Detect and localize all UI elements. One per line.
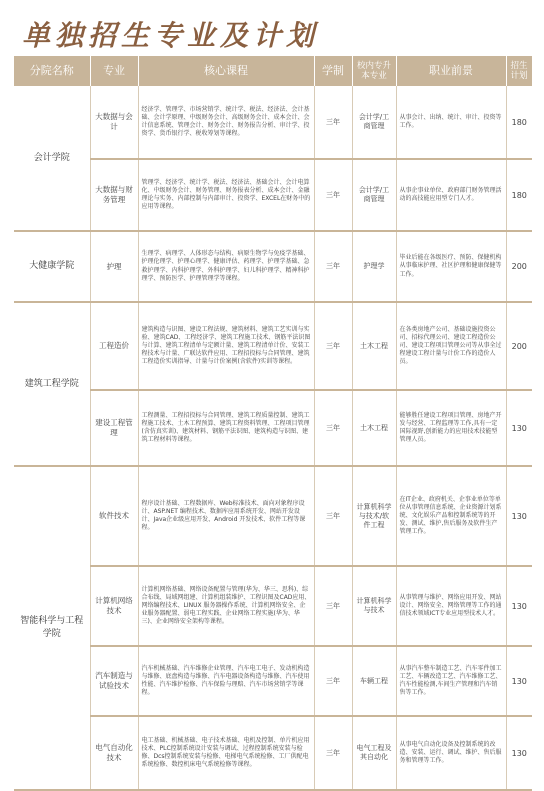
core-courses-cell: 程序设计基础、工程数据库、Web标准技术、面向对象程序设计、ASP.NET 编程技术、数据库应用系统开发、网站开发设计、Java企业级应用开发、Android 开发技术、软件工程等课程。 bbox=[138, 466, 314, 566]
major-cell: 大数据与会计 bbox=[90, 86, 138, 159]
table-row bbox=[14, 390, 532, 466]
career-cell: 能够胜任建设工程项目管理、房地产开发与经营、工程监理等工作,具有一定国际视野,创新能力的应用技术技能型管理人员。 bbox=[396, 390, 506, 466]
years-cell: 三年 bbox=[314, 231, 352, 302]
header-upgrade-major: 校内专升本专业 bbox=[352, 56, 396, 86]
core-courses-cell: 经济学、管理学、市场营销学、统计学、税法、经济法、会计基础、会计学原理、中级财务会计、高级财务会计、成本会计、会计信息系统、管理会计、财务会计、财务报告分析、审计学、投资学、货币银行学、税收筹划等课程。 bbox=[138, 86, 314, 159]
upgrade-major-cell: 会计学/工商管理 bbox=[352, 159, 396, 231]
upgrade-major-cell: 土木工程 bbox=[352, 390, 396, 466]
core-courses-cell: 计算机网络基础、网络设备配置与管理(华为、华三、思科)、综合布线、局域网组建、计算机组装维护、工程识图及CAD应用、网络编程技术、LINUX 服务器操作系统、计算机网络安全、企业服务器配置、弱电工程实践、企业网络工程实施(华为、华三)、企业网络安全架构等课程。 bbox=[138, 566, 314, 646]
upgrade-major-cell: 会计学/工商管理 bbox=[352, 86, 396, 159]
career-cell: 从事会计、出纳、统计、审计、投资等工作。 bbox=[396, 86, 506, 159]
major-cell: 护理 bbox=[90, 231, 138, 302]
header-major: 专业 bbox=[90, 56, 138, 86]
college-cell: 会计学院 bbox=[14, 86, 90, 231]
quota-cell: 130 bbox=[506, 566, 532, 646]
table-header-row bbox=[14, 56, 532, 86]
career-cell: 从事汽车整车制造工艺、汽车零件加工工艺、车辆改造工艺、汽车维修工艺、汽车性能检测,车间生产管理和汽车销售等工作。 bbox=[396, 646, 506, 716]
header-core-courses: 核心课程 bbox=[138, 56, 314, 86]
years-cell: 三年 bbox=[314, 86, 352, 159]
career-cell: 从事电气自动化设备及控制系统的改造、安装、运行、调试、维护、售后服务和管理等工作。 bbox=[396, 716, 506, 790]
quota-cell: 130 bbox=[506, 466, 532, 566]
table-row bbox=[14, 159, 532, 231]
upgrade-major-cell: 护理学 bbox=[352, 231, 396, 302]
career-cell: 毕业后能在各级医疗、预防、保健机构从事临床护理、社区护理和健康保健等工作。 bbox=[396, 231, 506, 302]
major-cell: 汽车制造与试验技术 bbox=[90, 646, 138, 716]
major-cell: 建设工程管理 bbox=[90, 390, 138, 466]
core-courses-cell: 生理学、病理学、人体形态与结构、病原生物学与免疫学基础、护理伦理学、护理心理学、健康评估、药理学、护理学基础、急救护理学、内科护理学、外科护理学、妇儿科护理学、精神科护理学、预防医学、护理管理学等课程。 bbox=[138, 231, 314, 302]
core-courses-cell: 建筑构造与识图、建设工程法规、建筑材料、建筑工艺实训与实验、建筑CAD、工程经济学、建筑工程施工技术、钢筋平法识图与计算、建筑工程清单与定额计量、建筑工程清单计价、安装工程技术与计量、广联达软件应用、工程招投标与合同管理、建筑工程造价实训指导、计量与计价案例(含软件)实训等课程。 bbox=[138, 302, 314, 390]
years-cell: 三年 bbox=[314, 566, 352, 646]
header-quota: 招生计划 bbox=[506, 56, 532, 86]
quota-cell: 180 bbox=[506, 159, 532, 231]
years-cell: 三年 bbox=[314, 716, 352, 790]
major-cell: 电气自动化技术 bbox=[90, 716, 138, 790]
page-title: 单独招生专业及计划 bbox=[22, 19, 320, 52]
table-row bbox=[14, 716, 532, 790]
upgrade-major-cell: 电气工程及其自动化 bbox=[352, 716, 396, 790]
college-cell: 大健康学院 bbox=[14, 231, 90, 302]
header-years: 学制 bbox=[314, 56, 352, 86]
upgrade-major-cell: 土木工程 bbox=[352, 302, 396, 390]
years-cell: 三年 bbox=[314, 159, 352, 231]
career-cell: 从事管理与维护、网络应用开发、网站设计、网络安全、网络管理等工作的通信技术领域ICT专业应用型技术人才。 bbox=[396, 566, 506, 646]
enrollment-plan-table bbox=[14, 56, 533, 791]
years-cell: 三年 bbox=[314, 646, 352, 716]
upgrade-major-cell: 计算机科学与技术 bbox=[352, 566, 396, 646]
table-row bbox=[14, 231, 532, 302]
core-courses-cell: 管理学、经济学、统计学、税法、经济法、基础会计、会计电算化、中级财务会计、财务管理、财务报表分析、成本会计、金融理论与实务、内部控制与内部审计、投资学、EXCEL在财务中的应用等课程。 bbox=[138, 159, 314, 231]
upgrade-major-cell: 计算机科学与技术/软件工程 bbox=[352, 466, 396, 566]
quota-cell: 130 bbox=[506, 390, 532, 466]
table-row bbox=[14, 646, 532, 716]
major-cell: 工程造价 bbox=[90, 302, 138, 390]
table-row bbox=[14, 302, 532, 390]
quota-cell: 130 bbox=[506, 716, 532, 790]
quota-cell: 200 bbox=[506, 231, 532, 302]
years-cell: 三年 bbox=[314, 466, 352, 566]
quota-cell: 180 bbox=[506, 86, 532, 159]
career-cell: 从事企事业单位、政府部门财务管理活动的高技能应用型专门人才。 bbox=[396, 159, 506, 231]
career-cell: 在各类房地产公司、基础设施投资公司、招标代理公司、建设工程造价公司、建设工程项目管理公司等从事全过程建设工程计量与计价工作的造价人员。 bbox=[396, 302, 506, 390]
table-row bbox=[14, 566, 532, 646]
college-cell: 建筑工程学院 bbox=[14, 302, 90, 466]
header-career: 职业前景 bbox=[396, 56, 506, 86]
core-courses-cell: 汽车机械基础、汽车维修企业管理、汽车电工电子、发动机构造与维修、底盘构造与维修、汽车电器设备构造与维修、汽车使用性能、汽车维护检修、汽车保险与理赔、汽车市场营销学等课程。 bbox=[138, 646, 314, 716]
career-cell: 在IT企业、政府机关、企事业单位等单位从事管理信息系统、企业资源计划系统、文化娱乐产品和控制系统等的开发、测试、维护,售后服务及软件生产管理工作。 bbox=[396, 466, 506, 566]
major-cell: 大数据与财务管理 bbox=[90, 159, 138, 231]
years-cell: 三年 bbox=[314, 302, 352, 390]
upgrade-major-cell: 车辆工程 bbox=[352, 646, 396, 716]
core-courses-cell: 工程测量、工程招投标与合同管理、建筑工程质量控制、建筑工程施工技术、土木工程预算、建筑工程资料管理、工程项目管理(含仿真实训)、建筑材料、钢筋平法识图、建筑构造与识图、建筑工程材料等课程。 bbox=[138, 390, 314, 466]
table-row bbox=[14, 466, 532, 566]
header-college: 分院名称 bbox=[14, 56, 90, 86]
major-cell: 软件技术 bbox=[90, 466, 138, 566]
college-cell: 智能科学与工程学院 bbox=[14, 466, 90, 790]
major-cell: 计算机网络技术 bbox=[90, 566, 138, 646]
years-cell: 三年 bbox=[314, 390, 352, 466]
quota-cell: 130 bbox=[506, 646, 532, 716]
core-courses-cell: 电工基础、机械基础、电子技术基础、电机及控制、单片机应用技术、PLC控制系统设计安装与调试、过程控制系统安装与检修、Dcs控制系统安装与检修、电梯电气系统检修、工厂供配电系统检修、数控机床电气系统检修等课程。 bbox=[138, 716, 314, 790]
table-row bbox=[14, 86, 532, 159]
quota-cell: 200 bbox=[506, 302, 532, 390]
